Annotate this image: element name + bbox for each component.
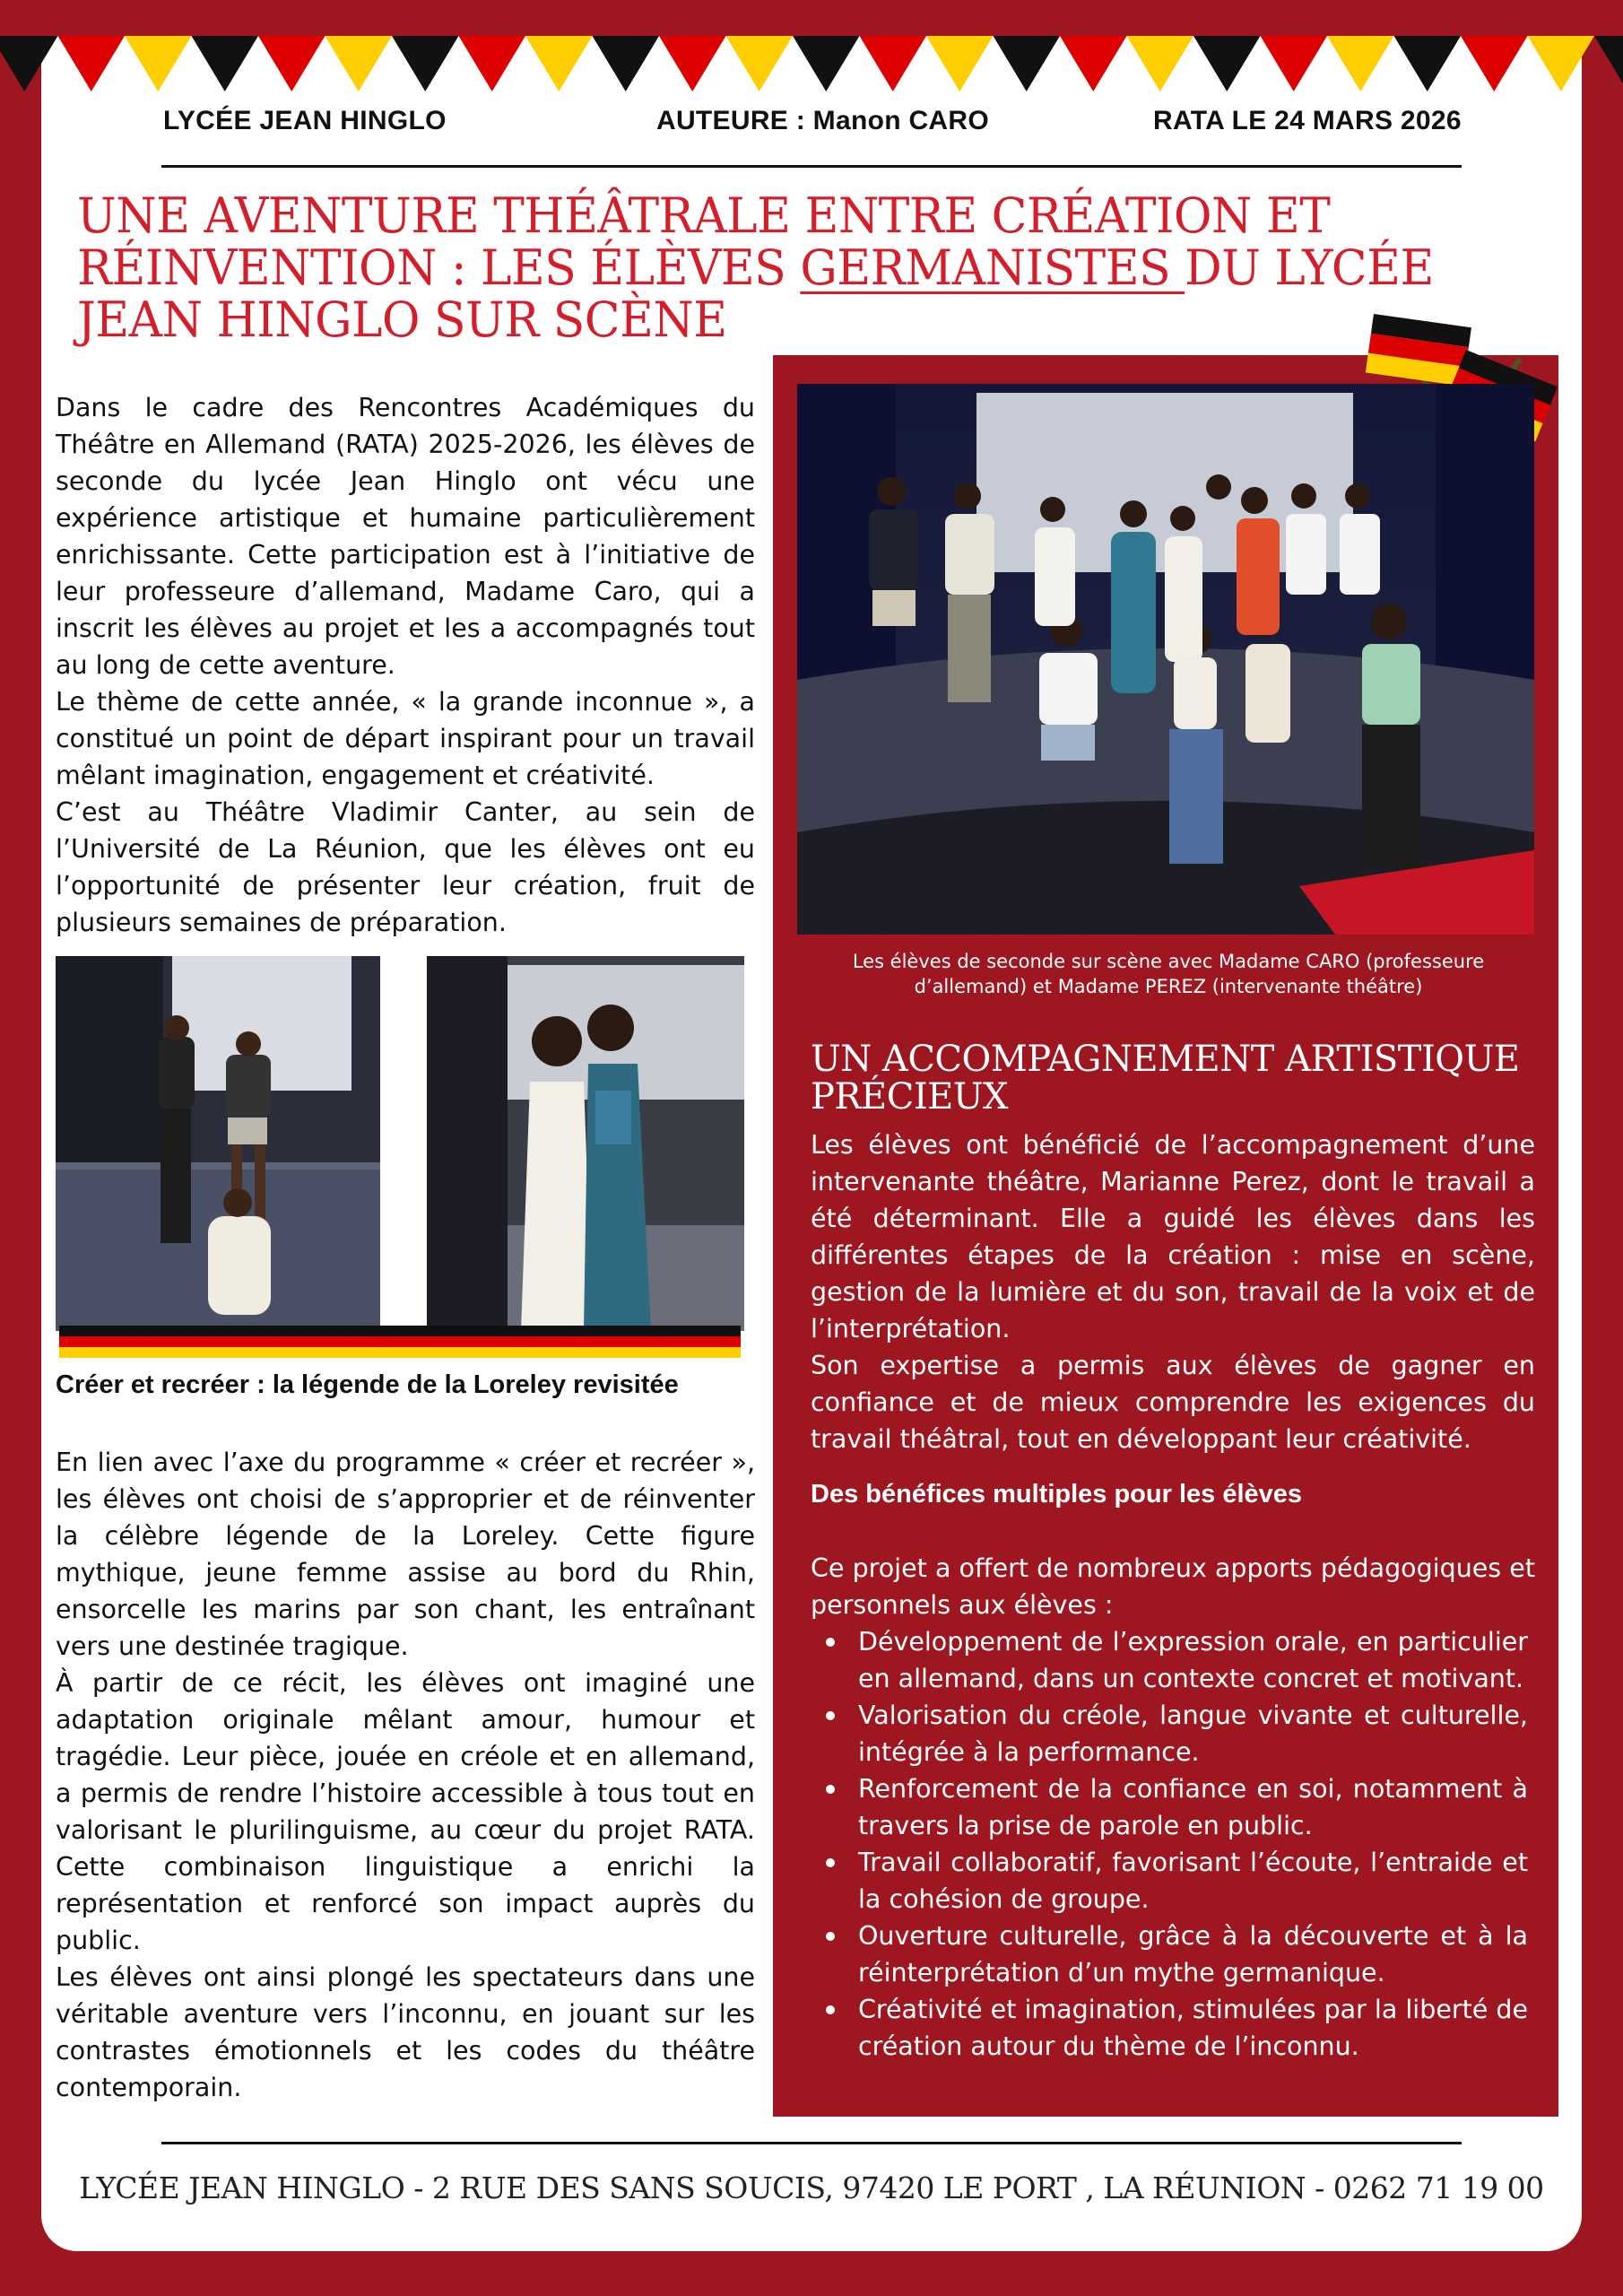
- bunting-flag: [1060, 36, 1127, 91]
- title-part2: DU LYCÉE JEAN HINGLO SUR SCÈNE: [77, 239, 1434, 348]
- section-benefits-heading: Des bénéfices multiples pour les élèves: [811, 1480, 1303, 1509]
- section-accompaniment-text: [811, 1126, 1535, 1457]
- intro-paragraph: Le thème de cette année, « la grande inconnue », a constitué un point de départ inspirant pour un travail mêlant imagination, engagement et créativité.: [56, 687, 755, 790]
- bunting-flag: [659, 36, 726, 91]
- bunting-flag: [525, 36, 593, 91]
- list-item: Ouverture culturelle, grâce à la découverte et à la réinterprétation d’un mythe germanique.: [811, 1918, 1528, 1991]
- bunting-flag: [192, 36, 259, 91]
- bunting-flag: [125, 36, 192, 91]
- list-item: Créativité et imagination, stimulées par la liberté de création autour du thème de l’inconnu.: [811, 1991, 1528, 2065]
- flag-stripe-gold: [59, 1347, 741, 1358]
- bunting-flag: [1327, 36, 1394, 91]
- footer-divider: [161, 2142, 1462, 2144]
- list-item: Travail collaboratif, favorisant l’écoute, l’entraide et la cohésion de groupe.: [811, 1844, 1528, 1918]
- header-divider: [161, 165, 1462, 168]
- flag-stripe-black: [59, 1326, 741, 1336]
- loreley-paragraph: En lien avec l’axe du programme « créer et recréer », les élèves ont choisi de s’approprier et de réinventer la célèbre légende de la Loreley. Cette figure mythique, jeune femme assise au bord du Rhin, ensorcelle les marins par son chant, les entraînant vers une destinée tragique.: [56, 1448, 755, 1661]
- bunting-flag: [325, 36, 393, 91]
- photo-caption: Les élèves de seconde sur scène avec Madame CARO (professeure d’allemand) et Madame PEREZ (intervenante théâtre): [852, 951, 1485, 997]
- flag-bunting: [0, 36, 1623, 99]
- section-loreley-text: [56, 1444, 755, 2106]
- bunting-flag: [793, 36, 860, 91]
- list-item: Développement de l’expression orale, en particulier en allemand, dans un contexte concret et motivant.: [811, 1623, 1528, 1697]
- bunting-flag: [994, 36, 1061, 91]
- section-accompaniment-heading: UN ACCOMPAGNEMENT ARTISTIQUE PRÉCIEUX: [811, 1039, 1520, 1118]
- bunting-flag: [459, 36, 526, 91]
- bunting-flag: [1261, 36, 1328, 91]
- header-school: LYCÉE JEAN HINGLO: [163, 106, 447, 135]
- bunting-flag: [1193, 36, 1261, 91]
- bunting-flag: [1394, 36, 1462, 91]
- photo-two-students: [427, 956, 744, 1331]
- bunting-flag: [0, 36, 58, 91]
- intro-text: [56, 389, 755, 941]
- title-underlined: GERMANISTES: [800, 239, 1185, 296]
- bunting-flag: [926, 36, 994, 91]
- bunting-flag: [1461, 36, 1528, 91]
- bunting-flag: [392, 36, 459, 91]
- header-author: AUTEURE : Manon CARO: [656, 106, 989, 135]
- list-item: Renforcement de la confiance en soi, notamment à travers la prise de parole en public.: [811, 1770, 1528, 1844]
- list-item: Valorisation du créole, langue vivante et culturelle, intégrée à la performance.: [811, 1697, 1528, 1770]
- loreley-paragraph: Les élèves ont ainsi plongé les spectateurs dans une véritable aventure vers l’inconnu, en jouant sur les contrastes émotionnels et les codes du théâtre contemporain.: [56, 1962, 755, 2102]
- accompaniment-paragraph: Son expertise a permis aux élèves de gagner en confiance et de mieux comprendre les exigences du travail théâtral, tout en développant leur créativité.: [811, 1351, 1535, 1454]
- bunting-flag: [1594, 36, 1623, 91]
- bunting-flag: [593, 36, 660, 91]
- footer-address: LYCÉE JEAN HINGLO - 2 RUE DES SANS SOUCIS, 97420 LE PORT , LA RÉUNION - 0262 71 19 00: [79, 2170, 1544, 2205]
- bunting-flag: [860, 36, 927, 91]
- bunting-flag: [1127, 36, 1194, 91]
- bunting-flag: [258, 36, 325, 91]
- bunting-flag: [58, 36, 126, 91]
- flag-stripe-red: [59, 1336, 741, 1347]
- benefits-list: [811, 1623, 1528, 2065]
- page-header: [0, 106, 1623, 147]
- bunting-flag: [1528, 36, 1595, 91]
- german-flag-strip: [59, 1326, 741, 1358]
- accompaniment-paragraph: Les élèves ont bénéficié de l’accompagnement d’une intervenante théâtre, Marianne Perez, dont le travail a été déterminant. Elle a guidé les élèves dans les différentes étapes de la création : mise en scène, gestion de la lumière et du son, travail de la voix et de l’interprétation.: [811, 1130, 1535, 1344]
- photo-group-on-stage: [797, 384, 1534, 935]
- intro-paragraph: C’est au Théâtre Vladimir Canter, au sein de l’Université de La Réunion, que les élèves ont eu l’opportunité de présenter leur création, fruit de plusieurs semaines de préparation.: [56, 797, 755, 937]
- loreley-paragraph: À partir de ce récit, les élèves ont imaginé une adaptation originale mêlant amour, humour et tragédie. Leur pièce, jouée en créole et en allemand, a permis de rendre l’histoire accessible à tous tout en valorisant le plurilinguisme, au cœur du projet RATA. Cette combinaison linguistique a enrichi la représentation et renforcé son impact auprès du public.: [56, 1668, 755, 1955]
- bunting-flag: [726, 36, 794, 91]
- benefits-intro: Ce projet a offert de nombreux apports pédagogiques et personnels aux élèves :: [811, 1553, 1535, 1620]
- intro-paragraph: Dans le cadre des Rencontres Académiques du Théâtre en Allemand (RATA) 2025-2026, les élèves de seconde du lycée Jean Hinglo ont vécu une expérience artistique et humaine particulièrement enrichissante. Cette participation est à l’initiative de leur professeure d’allemand, Madame Caro, qui a inscrit les élèves au projet et les a accompagnés tout au long de cette aventure.: [56, 393, 755, 680]
- section-loreley-heading: Créer et recréer : la légende de la Loreley revisitée: [56, 1370, 679, 1399]
- photo-students-stage-left: [56, 956, 380, 1331]
- title-part1: UNE AVENTURE THÉÂTRALE ENTRE CRÉATION ET RÉINVENTION : LES ÉLÈVES: [77, 187, 1331, 296]
- article-title: [77, 187, 1437, 348]
- header-date: RATA LE 24 MARS 2026: [1153, 106, 1462, 135]
